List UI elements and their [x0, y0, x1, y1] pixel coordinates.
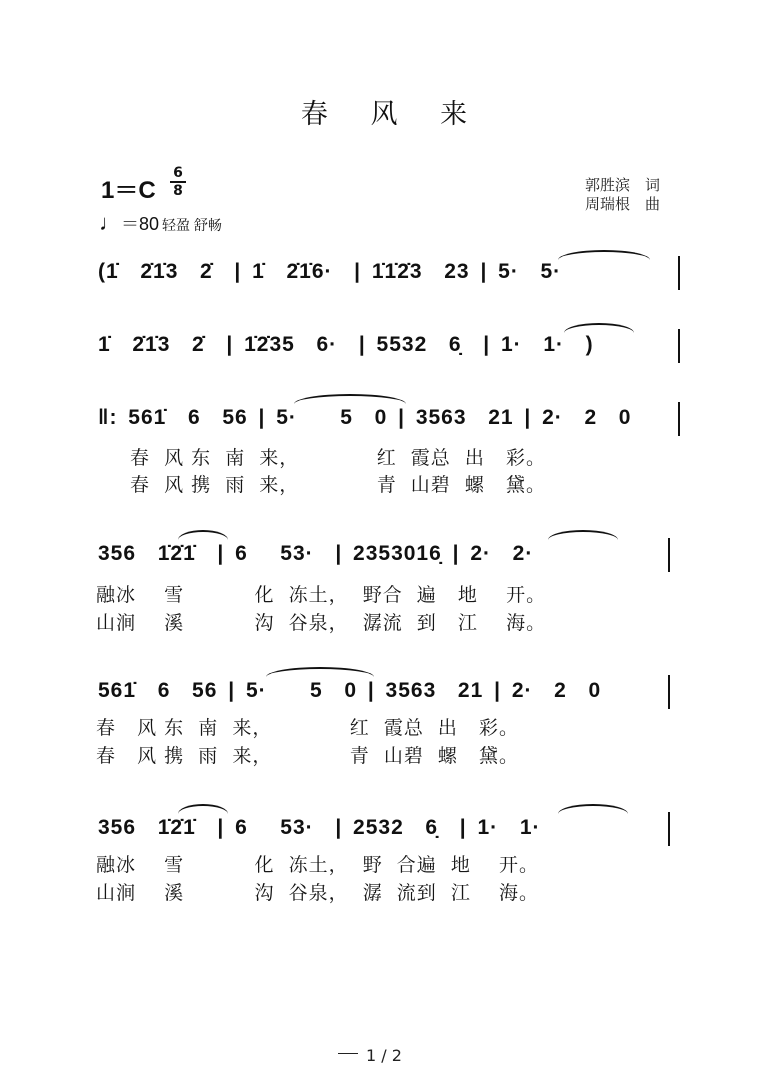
slur [558, 250, 650, 260]
tempo-marking [99, 210, 222, 236]
slur [178, 530, 228, 540]
time-signature [170, 166, 186, 198]
page-number: 1 / 2 [366, 1046, 402, 1065]
barline [678, 329, 680, 363]
lyric-line: 春 风 携 雨 来， 青 山碧 螺 黛。 [130, 474, 546, 496]
composer-role: 曲 [645, 195, 661, 213]
meter-denominator: 8 [173, 183, 183, 199]
slur [564, 323, 634, 333]
notation-line: 356 1̇2̇1̇ | 6 53· | 2532 6̣ | 1· 1· [98, 816, 541, 839]
lyric-line: 融冰 雪 化 冻土， 野 合遍 地 开。 [96, 854, 540, 876]
barline [678, 256, 680, 290]
lyricist-credit [585, 174, 660, 195]
notation-line: 561̇ 6 56 | 5· 5 0 | 3563 21 | 2· 2 0 [98, 679, 602, 702]
barline [668, 812, 670, 846]
staff-row-verse-3 [98, 675, 680, 715]
slur [558, 804, 628, 814]
lyric-line: 融冰 雪 化 冻土， 野合 遍 地 开。 [96, 584, 547, 606]
notation-line: (1̇ 2̇1̇3 2̇ | 1̇ 2̇1̇6· | 1̇1̇2̇3 23 | 5· 5· [98, 260, 562, 283]
lyric-line: 春 风 东 南 来， 红 霞总 出 彩。 [96, 717, 520, 739]
slur [548, 530, 618, 540]
barline [678, 402, 680, 436]
key-signature: 1＝C [101, 177, 156, 204]
lyric-line: 山涧 溪 沟 谷泉， 潺 流到 江 海。 [96, 882, 540, 904]
tempo-description: 轻盈 舒畅 [162, 217, 222, 233]
quarter-note-icon: ♩ [99, 210, 121, 235]
staff-row-intro-2 [98, 329, 680, 369]
staff-row-verse-1 [98, 402, 680, 442]
slur [178, 804, 228, 814]
barline [668, 675, 670, 709]
composer-name: 周瑞根 [585, 195, 631, 213]
staff-row-verse-4 [98, 812, 680, 852]
lyricist-name: 郭胜滨 [585, 176, 631, 194]
staff-row-intro-1 [98, 256, 680, 296]
lyric-line: 春 风 携 雨 来， 青 山碧 螺 黛。 [96, 745, 520, 767]
lyric-line: 山涧 溪 沟 谷泉， 潺流 到 江 海。 [96, 612, 547, 634]
slur [294, 394, 406, 404]
lyricist-role: 词 [645, 176, 661, 194]
composer-credit [585, 193, 660, 214]
notation-line: 1̇ 2̇1̇3 2̇ | 1̇2̇35 6· | 5532 6̣ | 1· 1· ) [98, 333, 594, 356]
staff-row-verse-2 [98, 538, 680, 578]
meter-numerator: 6 [173, 165, 183, 181]
notation-line: 356 1̇2̇1̇ | 6 53· | 2353016̣ | 2· 2· [98, 542, 534, 565]
barline [668, 538, 670, 572]
lyric-line: 春 风 东 南 来， 红 霞总 出 彩。 [130, 447, 546, 469]
tempo-value: ＝80 [121, 214, 160, 234]
slur [266, 667, 374, 677]
song-title: 春 风 来 [300, 99, 485, 130]
notation-line: ‖: 561̇ 6 56 | 5· 5 0 | 3563 21 | 2· 2 0 [98, 406, 632, 429]
